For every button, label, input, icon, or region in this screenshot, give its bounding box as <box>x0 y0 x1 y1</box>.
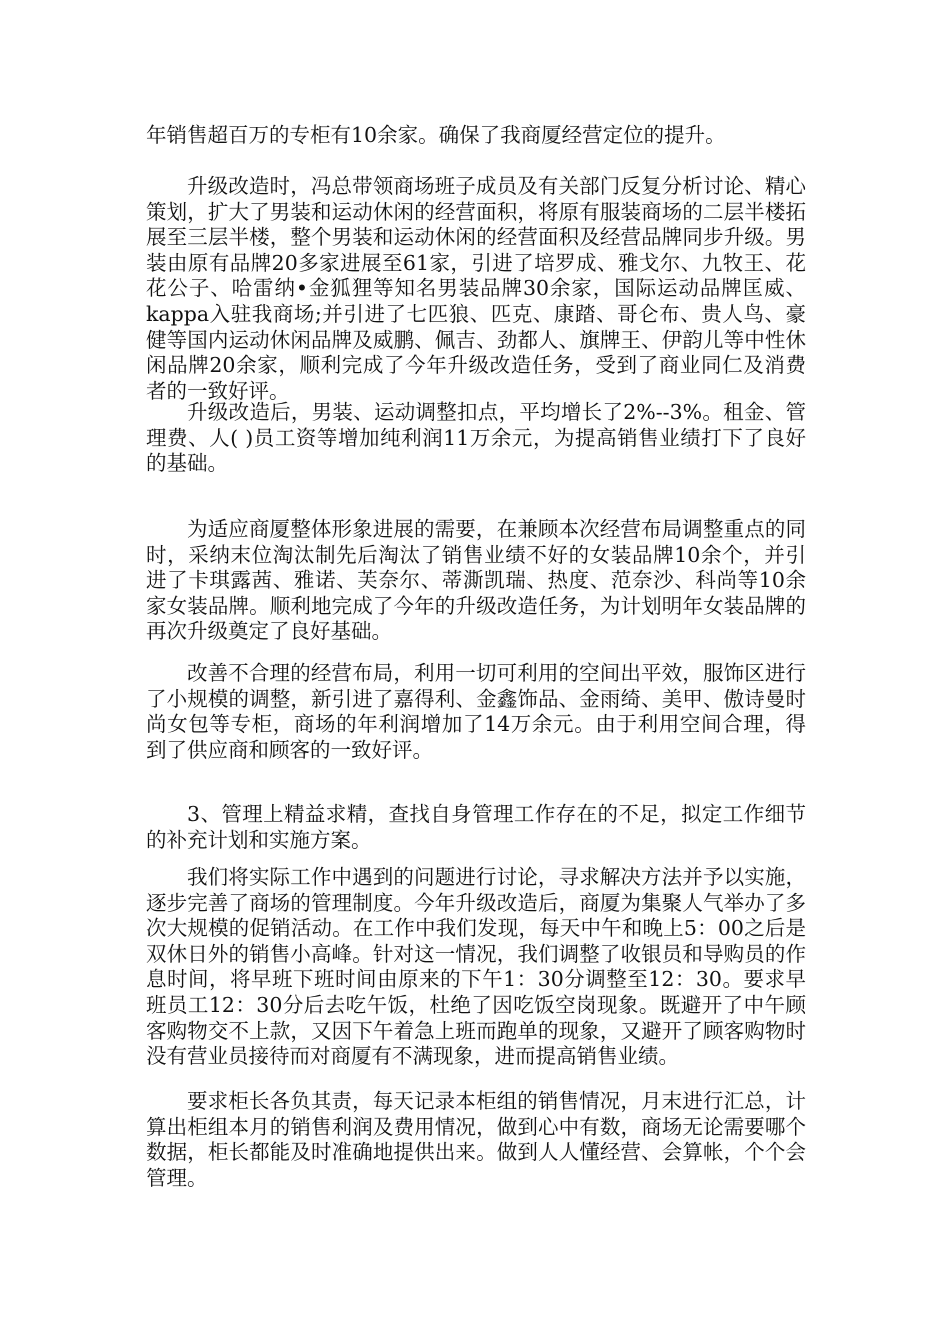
paragraph-6: 3、管理上精益求精，查找自身管理工作存在的不足，拟定工作细节的补充计划和实施方案。 <box>146 802 806 852</box>
paragraph-3: 升级改造后，男装、运动调整扣点，平均增长了2%--3%。租金、管理费、人( )员工资等增加纯利润11万余元，为提高销售业绩打下了良好的基础。 <box>146 400 806 476</box>
paragraph-2: 升级改造时，冯总带领商场班子成员及有关部门反复分析讨论、精心策划，扩大了男装和运动休闲的经营面积，将原有服装商场的二层半楼拓展至三层半楼，整个男装和运动休闲的经营面积及经营品牌同步升级。男装由原有品牌20多家进展至61家，引进了培罗成、雅戈尔、九牧王、花花公子、哈雷纳•金狐狸等知名男装品牌30余家，国际运动品牌匡威、kappa入驻我商场;并引进了七匹狼、匹克、康踏、哥仑布、贵人鸟、豪健等国内运动休闲品牌及威鹏、佩吉、劲都人、旗牌王、伊韵儿等中性休闲品牌20余家，顺利完成了今年升级改造任务，受到了商业同仁及消费者的一致好评。 <box>146 174 806 403</box>
paragraph-7: 我们将实际工作中遇到的问题进行讨论，寻求解决方法并予以实施，逐步完善了商场的管理制度。今年升级改造后，商厦为集聚人气举办了多次大规模的促销活动。在工作中我们发现，每天中午和晚上5：00之后是双休日外的销售小高峰。针对这一情况，我们调整了收银员和导购员的作息时间，将早班下班时间由原来的下午1：30分调整至12：30。要求早班员工12：30分后去吃午饭，杜绝了因吃饭空岗现象。既避开了中午顾客购物交不上款，又因下午着急上班而跑单的现象，又避开了顾客购物时没有营业员接待而对商厦有不满现象，进而提高销售业绩。 <box>146 865 806 1069</box>
paragraph-5: 改善不合理的经营布局，利用一切可利用的空间出平效，服饰区进行了小规模的调整，新引进了嘉得利、金鑫饰品、金雨绮、美甲、傲诗曼时尚女包等专柜，商场的年利润增加了14万余元。由于利用空间合理，得到了供应商和顾客的一致好评。 <box>146 661 806 762</box>
paragraph-4: 为适应商厦整体形象进展的需要，在兼顾本次经营布局调整重点的同时，采纳末位淘汰制先后淘汰了销售业绩不好的女装品牌10余个，并引进了卡琪露茜、雅诺、芙奈尔、蒂澌凯瑞、热度、范奈沙、科尚等10余家女装品牌。顺利地完成了今年的升级改造任务，为计划明年女装品牌的再次升级奠定了良好基础。 <box>146 517 806 644</box>
paragraph-8: 要求柜长各负其责，每天记录本柜组的销售情况，月末进行汇总，计算出柜组本月的销售利润及费用情况，做到心中有数，商场无论需要哪个数据，柜长都能及时准确地提供出来。做到人人懂经营、会算帐，个个会管理。 <box>146 1089 806 1190</box>
paragraph-1: 年销售超百万的专柜有10余家。确保了我商厦经营定位的提升。 <box>146 123 726 147</box>
